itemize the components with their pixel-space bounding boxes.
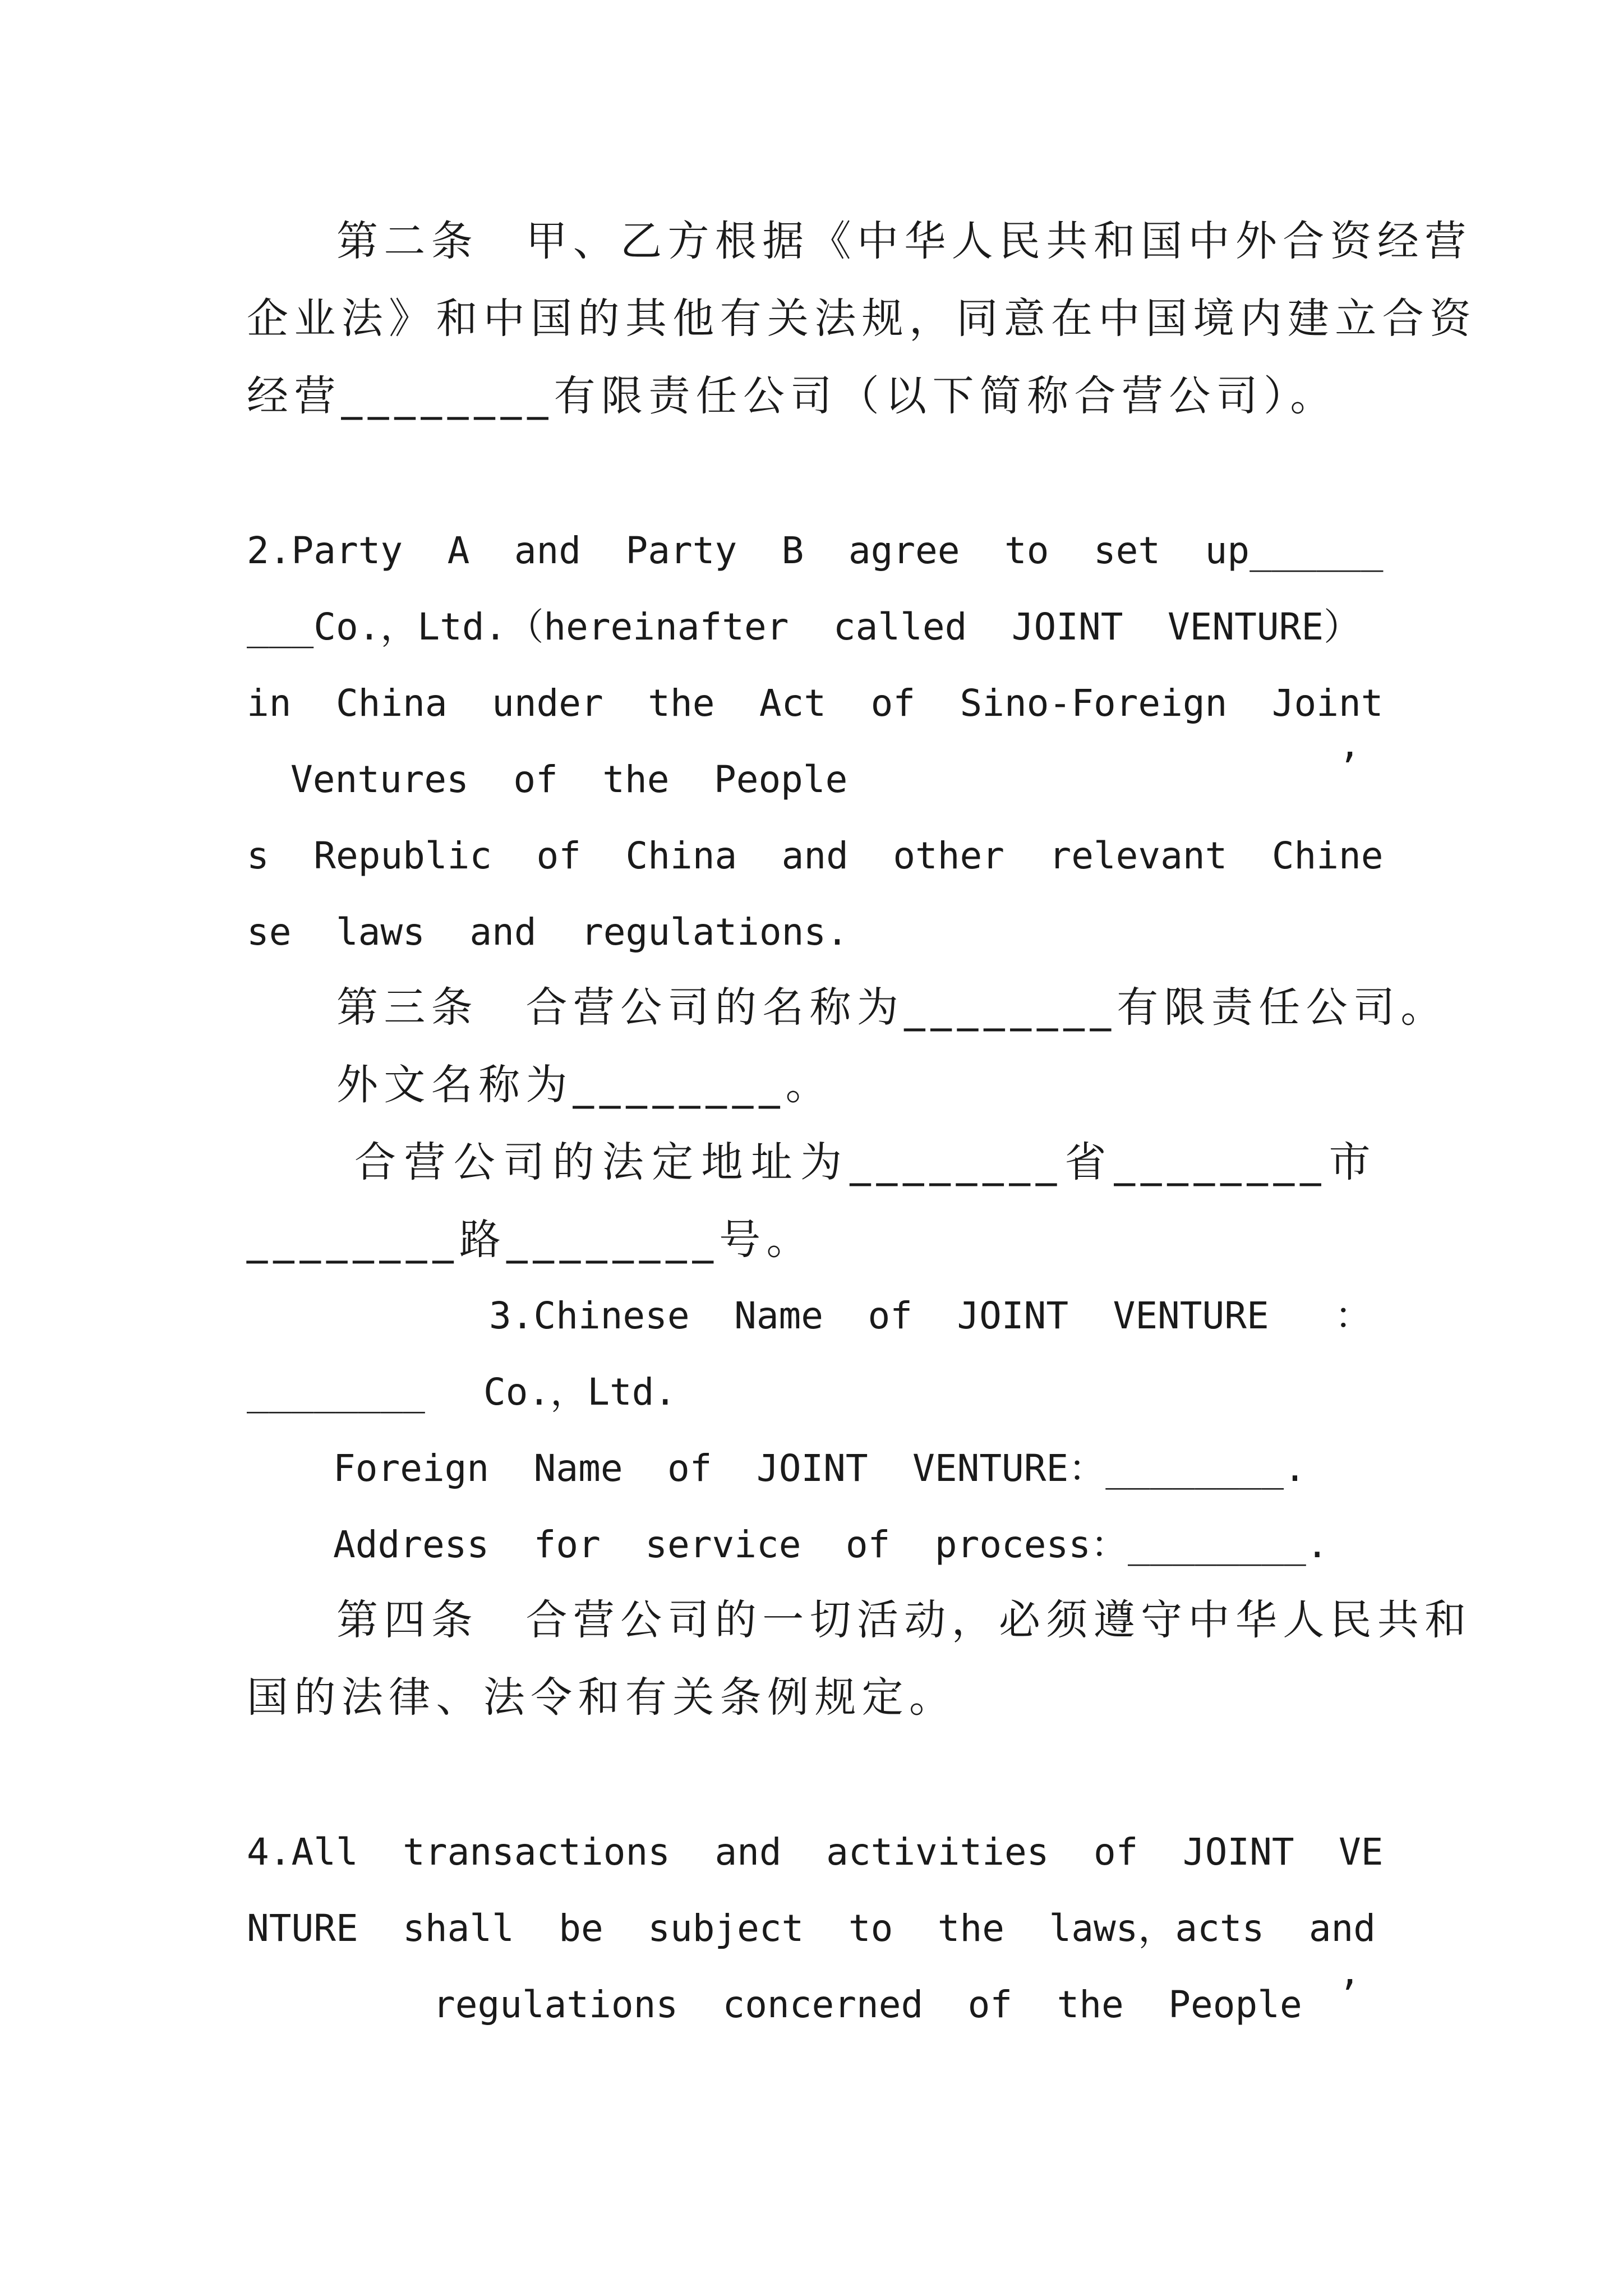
article4-en-apostrophe: ’ bbox=[1338, 1973, 1360, 2016]
article2-en-line-2: ___Co.，Ltd.（hereinafter called JOINT VENTURE） bbox=[247, 605, 1361, 648]
article2-en-line-6: se laws and regulations. bbox=[247, 910, 849, 954]
article4-en-line-1: 4.All transactions and activities of JOINT VE bbox=[247, 1830, 1384, 1874]
article3-zh-line-1: 第三条 合营公司的名称为________有限责任公司。 bbox=[336, 983, 1448, 1032]
article3-en-co-ltd: Co.，Ltd. bbox=[483, 1370, 677, 1414]
article4-en-line-3: regulations concerned of the People bbox=[433, 1983, 1302, 2026]
article3-zh-line-4: ________路________号。 bbox=[247, 1216, 814, 1264]
article2-en-line-4: Ventures of the People bbox=[291, 758, 848, 801]
article2-en-line-3: in China under the Act of Sino-Foreign Joint bbox=[247, 682, 1384, 725]
article2-zh-line-3: 经营________有限责任公司（以下简称合营公司）。 bbox=[247, 372, 1338, 420]
article4-en-line-2: NTURE shall be subject to the laws，acts and bbox=[247, 1907, 1376, 1950]
article3-zh-line-3: 合营公司的法定地址为________省________市 bbox=[354, 1138, 1377, 1186]
article3-en-chinese-name-blank: ________ bbox=[247, 1370, 425, 1414]
article2-zh-line-2: 企业法》和中国的其他有关法规，同意在中国境内建立合资 bbox=[247, 295, 1477, 343]
article3-en-line-1: 3.Chinese Name of JOINT VENTURE bbox=[489, 1294, 1269, 1337]
article3-en-colon: ： bbox=[1335, 1294, 1372, 1337]
article2-en-apostrophe: ’ bbox=[1338, 746, 1360, 789]
article2-zh-line-1: 第二条 甲、乙方根据《中华人民共和国中外合资经营 bbox=[336, 217, 1472, 265]
article3-zh-line-2: 外文名称为________。 bbox=[336, 1061, 833, 1109]
article4-zh-line-2: 国的法律、法令和有关条例规定。 bbox=[247, 1673, 957, 1722]
article3-en-foreign-name: Foreign Name of JOINT VENTURE：________. bbox=[333, 1447, 1306, 1490]
article3-en-address: Address for service of process：________. bbox=[333, 1523, 1329, 1566]
article2-en-line-1: 2.Party A and Party B agree to set up______ bbox=[247, 529, 1384, 572]
article2-en-line-5: s Republic of China and other relevant Chine bbox=[247, 834, 1384, 877]
article4-zh-line-1: 第四条 合营公司的一切活动，必须遵守中华人民共和 bbox=[336, 1596, 1472, 1644]
